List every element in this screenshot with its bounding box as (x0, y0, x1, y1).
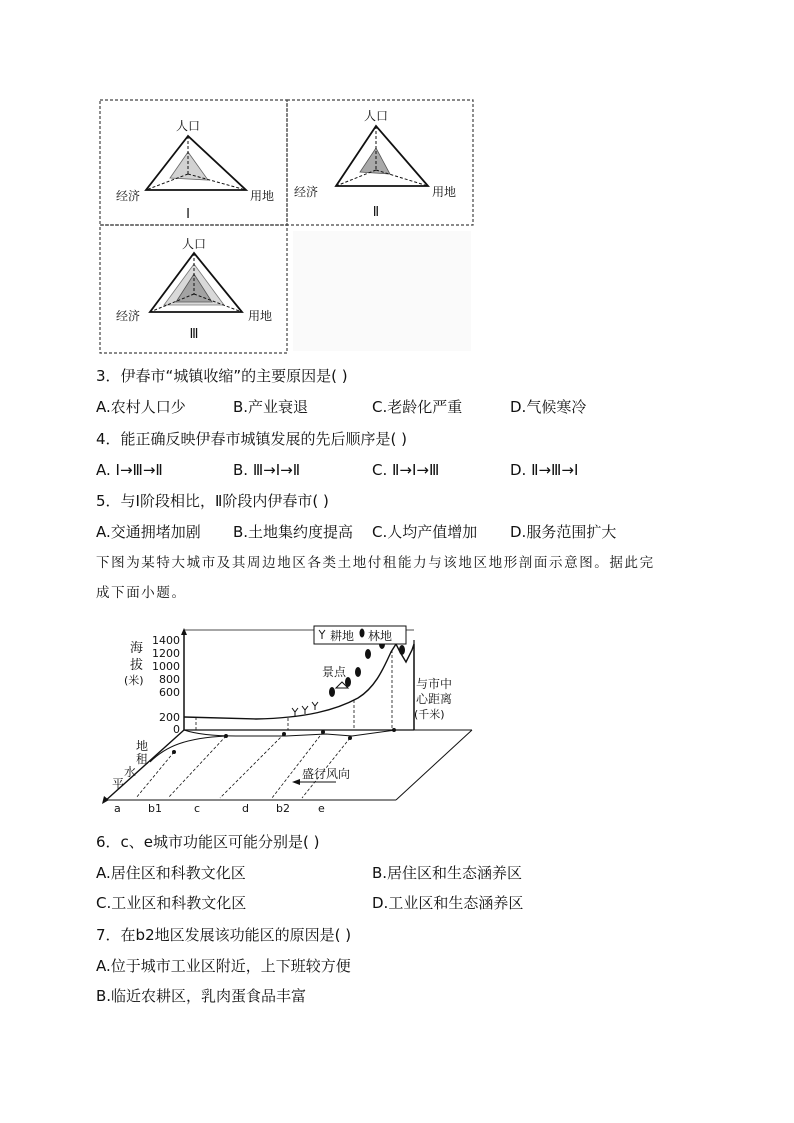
distance-label-2: 心距离 (416, 692, 453, 706)
panel1-left-label: 经济 (116, 189, 141, 203)
triangle-panel-2 (294, 109, 456, 220)
question-7-stem: 7．在b2地区发展该功能区的原因是( ) (96, 926, 352, 944)
tick-1000: 1000 (152, 660, 180, 673)
distance-label-1: 与市中 (416, 677, 453, 691)
tick-600: 600 (159, 686, 180, 699)
zone-c: c (194, 802, 201, 814)
intro-line-2: 成下面小题。 (96, 585, 187, 601)
question-6-stem: 6．c、e城市功能区可能分别是( ) (96, 833, 320, 851)
rent-label-2: 租 (136, 752, 149, 766)
terrain-profile-figure (96, 622, 476, 814)
tick-800: 800 (159, 673, 180, 686)
panel2-right-label: 用地 (432, 185, 457, 199)
rent-label-1: 地 (136, 739, 149, 753)
rent-label-4: 平 (112, 777, 125, 791)
q6-option-a[interactable]: A.居住区和科教文化区 (96, 864, 246, 882)
q5-option-b[interactable]: B.土地集约度提高 (233, 523, 354, 541)
triangle-figure (98, 98, 478, 356)
tick-0: 0 (173, 723, 180, 736)
q4-option-c[interactable]: C. Ⅱ→Ⅰ→Ⅲ (372, 461, 440, 479)
tick-1200: 1200 (152, 647, 180, 660)
q3-option-a[interactable]: A.农村人口少 (96, 398, 186, 416)
q6-option-c[interactable]: C.工业区和科教文化区 (96, 894, 247, 912)
panel2-left-label: 经济 (294, 185, 319, 199)
zone-d: d (242, 802, 249, 814)
legend-forest: 林地 (368, 629, 393, 643)
question-3-stem: 3．伊春市“城镇收缩”的主要原因是( ) (96, 367, 348, 385)
q7-option-a[interactable]: A.位于城市工业区附近，上下班较方便 (96, 957, 351, 975)
panel3-left-label: 经济 (116, 309, 141, 323)
q5-option-c[interactable]: C.人均产值增加 (372, 523, 478, 541)
zone-a: a (114, 802, 121, 814)
q5-option-a[interactable]: A.交通拥堵加剧 (96, 523, 201, 541)
tick-200: 200 (159, 711, 180, 724)
q7-option-b[interactable]: B.临近农耕区，乳肉蛋食品丰富 (96, 987, 307, 1005)
q6-option-b[interactable]: B.居住区和生态涵养区 (372, 864, 523, 882)
q4-option-a[interactable]: A. Ⅰ→Ⅲ→Ⅱ (96, 461, 163, 479)
panel1-roman: Ⅰ (186, 207, 190, 222)
panel1-right-label: 用地 (250, 189, 275, 203)
panel2-roman: Ⅱ (372, 205, 380, 220)
zone-b1: b1 (148, 802, 162, 814)
intro-line-1: 下图为某特大城市及其周边地区各类土地付租能力与该地区地形剖面示意图。据此完 (96, 555, 655, 571)
distance-label-3: (千米) (414, 708, 445, 721)
panel1-top-label: 人口 (176, 119, 201, 133)
triangle-panel-1 (116, 119, 274, 222)
zone-b2: b2 (276, 802, 290, 814)
scenic-spot-label: 景点 (322, 665, 347, 679)
rent-label-3: 水 (124, 765, 137, 779)
q6-option-d[interactable]: D.工业区和生态涵养区 (372, 894, 524, 912)
panel3-roman: Ⅲ (189, 327, 199, 342)
question-5-stem: 5．与Ⅰ阶段相比，Ⅱ阶段内伊春市( ) (96, 492, 329, 510)
q3-option-b[interactable]: B.产业衰退 (233, 398, 309, 416)
triangle-panel-3 (116, 237, 272, 342)
y-label-3: (米) (124, 674, 144, 687)
panel3-top-label: 人口 (182, 237, 207, 251)
tick-1400: 1400 (152, 634, 180, 647)
q3-option-c[interactable]: C.老龄化严重 (372, 398, 463, 416)
q4-option-d[interactable]: D. Ⅱ→Ⅲ→Ⅰ (510, 461, 579, 479)
wind-label: 盛行风向 (302, 767, 351, 781)
panel2-top-label: 人口 (364, 109, 389, 123)
zone-e: e (318, 802, 325, 814)
y-label-2: 拔 (130, 658, 144, 673)
legend-farmland: 耕地 (330, 629, 355, 643)
panel3-right-label: 用地 (248, 309, 273, 323)
question-4-stem: 4．能正确反映伊春市城镇发展的先后顺序是( ) (96, 430, 408, 448)
q3-option-d[interactable]: D.气候寒冷 (510, 398, 587, 416)
y-label-1: 海 (130, 641, 144, 656)
q4-option-b[interactable]: B. Ⅲ→Ⅰ→Ⅱ (233, 461, 301, 479)
q5-option-d[interactable]: D.服务范围扩大 (510, 523, 617, 541)
